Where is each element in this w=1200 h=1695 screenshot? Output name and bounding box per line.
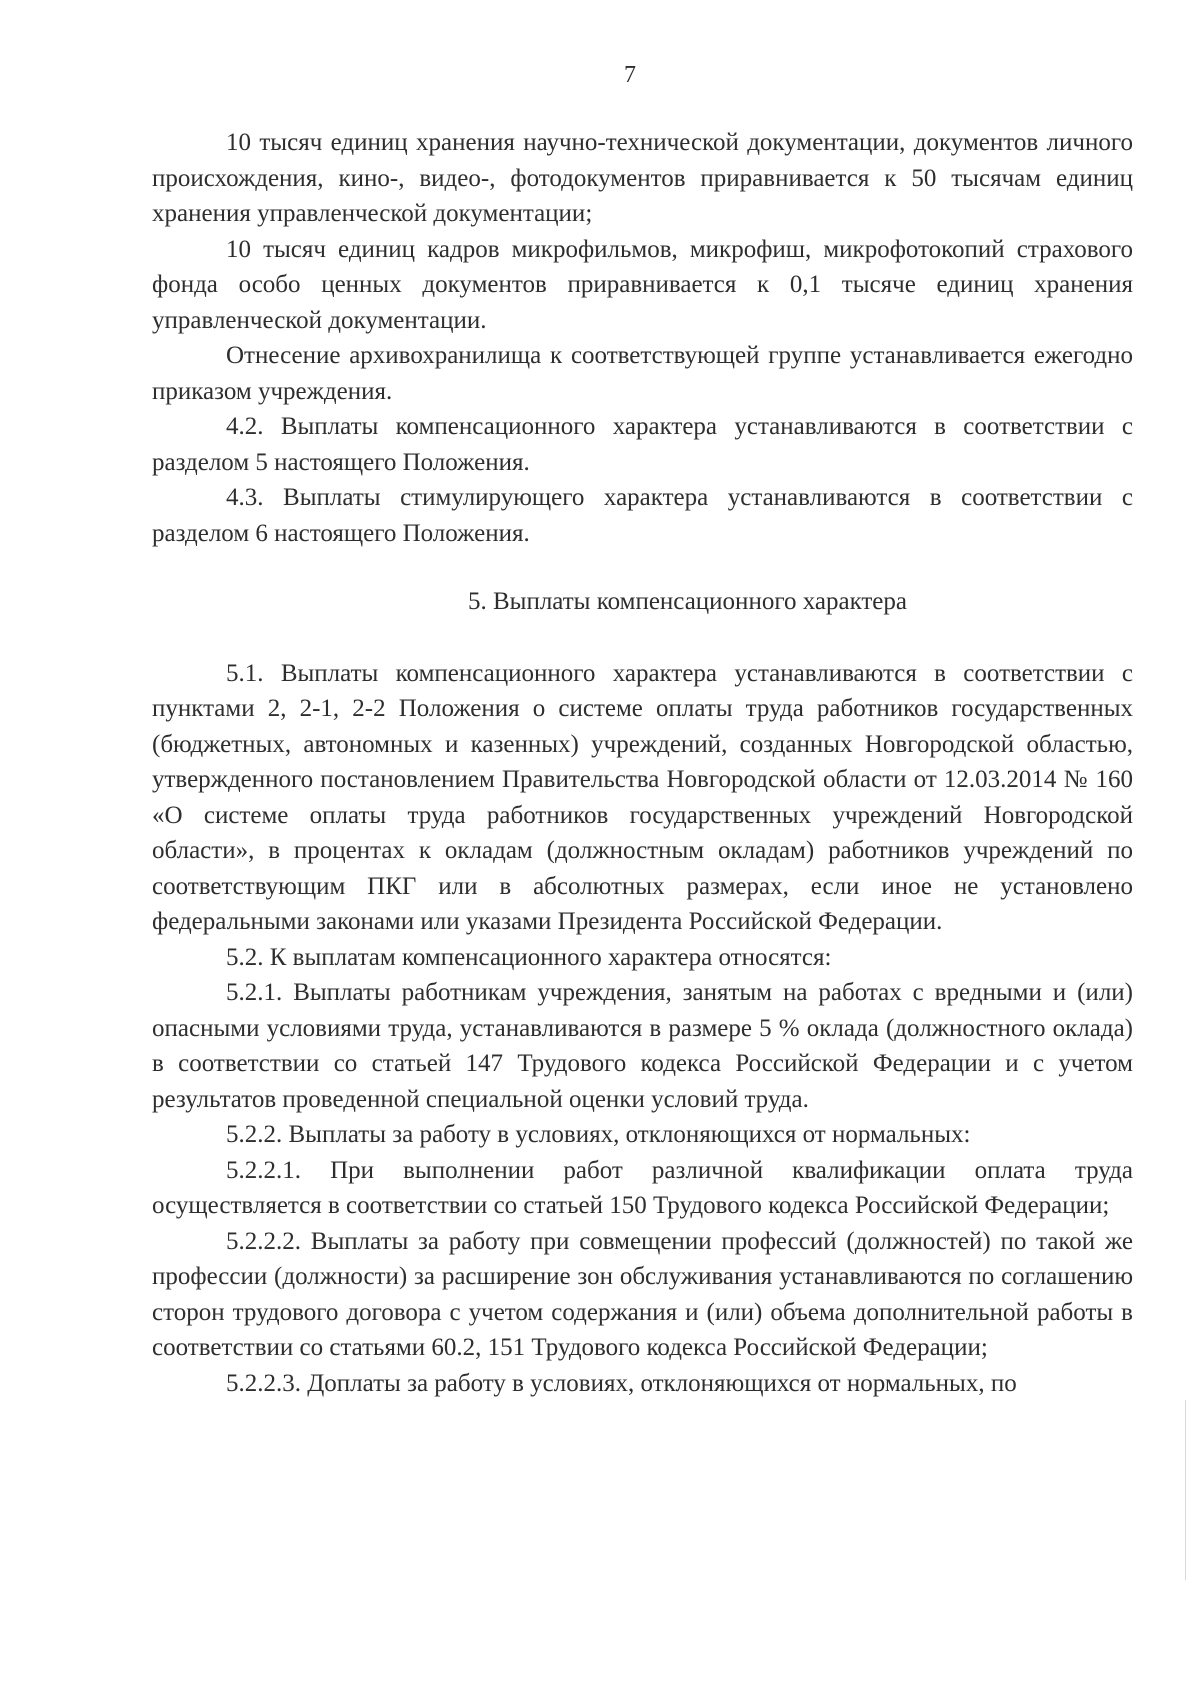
scan-edge-line xyxy=(1185,1400,1186,1580)
paragraph-4-3: 4.3. Выплаты стимулирующего характера устанавливаются в соответствии с разделом 6 настоящего Положения. xyxy=(152,484,1133,547)
paragraph-5-2-2-3: 5.2.2.3. Доплаты за работу в условиях, отклоняющихся от нормальных, по xyxy=(226,1369,1017,1397)
paragraph-5-1: 5.1. Выплаты компенсационного характера устанавливаются в соответствии с пунктами 2, 2-1, 2-2 Положения о системе оплаты труда работников государственных (бюджетных, автономных и казенных) учреждений, созданных Новгородской областью, утвержденного постановлением Правительства Новгородской области от 12.03.2014 № 160 «О системе оплаты труда работников государственных учреждений Новгородской области», в процентах к окладам (должностным окладам) работников учреждений по соответствующим ПКГ или в абсолютных размерах, если иное не установлено федеральными законами или указами Президента Российской Федерации. xyxy=(152,659,1133,935)
paragraph-5-2-2-2: 5.2.2.2. Выплаты за работу при совмещении профессий (должностей) по такой же профессии (должности) за расширение зон обслуживания устанавливаются по соглашению сторон трудового договора с учетом содержания и (или) объема дополнительной работы в соответствии со статьями 60.2, 151 Трудового кодекса Российской Федерации; xyxy=(152,1227,1133,1361)
paragraph-4-2: 4.2. Выплаты компенсационного характера устанавливаются в соответствии с разделом 5 настоящего Положения. xyxy=(152,413,1133,476)
section-heading: 5. Выплаты компенсационного характера xyxy=(467,588,907,615)
paragraph-storage-units-ntd: 10 тысяч единиц хранения научно-технической документации, документов личного происхождения, кино-, видео-, фотодокументов приравнивается к 50 тысячам единиц хранения управленческой документации; xyxy=(152,129,1133,227)
paragraph-archive-group: Отнесение архивохранилища к соответствующей группе устанавливается ежегодно приказом учреждения. xyxy=(152,342,1133,405)
document-body xyxy=(152,125,1133,1401)
paragraph-5-2-2-1: 5.2.2.1. При выполнении работ различной квалификации оплата труда осуществляется в соответствии со статьей 150 Трудового кодекса Российской Федерации; xyxy=(152,1156,1133,1219)
paragraph-5-2: 5.2. К выплатам компенсационного характера относятся: xyxy=(226,943,832,971)
page-number: 7 xyxy=(624,62,636,88)
paragraph-microfilm-units: 10 тысяч единиц кадров микрофильмов, микрофиш, микрофотокопий страхового фонда особо ценных документов приравнивается к 0,1 тысяче единиц хранения управленческой документации. xyxy=(152,235,1133,334)
paragraph-5-2-1: 5.2.1. Выплаты работникам учреждения, занятым на работах с вредными и (или) опасными условиями труда, устанавливаются в размере 5 % оклада (должностного оклада) в соответствии со статьей 147 Трудового кодекса Российской Федерации и с учетом результатов проведенной специальной оценки условий труда. xyxy=(152,979,1133,1113)
paragraph-5-2-2: 5.2.2. Выплаты за работу в условиях, отклоняющихся от нормальных: xyxy=(226,1121,971,1148)
